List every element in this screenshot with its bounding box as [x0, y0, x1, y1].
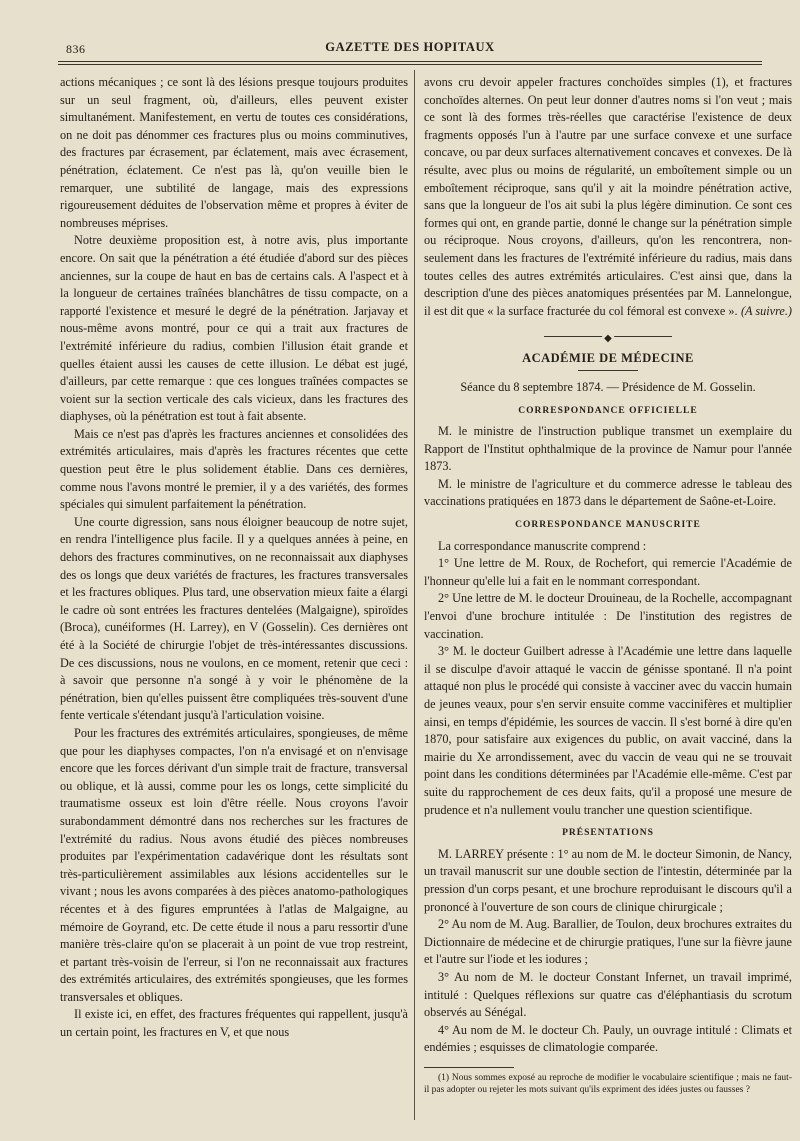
paragraph: M. le ministre de l'instruction publique transmet un exemplaire du Rapport de l'Institut ophthalmique de la province de Namur pour l'année 1873. [424, 424, 792, 474]
header-rule [58, 61, 762, 62]
footnote: (1) Nous sommes exposé au reproche de modifier le vocabulaire scientifique ; mais ne faut-il pas adopter ou rejeter les mots suivant qu'ils expriment des idées justes ou fausses ? [424, 1072, 792, 1095]
left-column [60, 74, 408, 1042]
list-item: 3° Au nom de M. le docteur Constant Infernet, un travail imprimé, intitulé : Quelques réflexions sur quatre cas d'éléphantiasis du scrotum observés au Sénégal. [424, 969, 792, 1020]
academie-title: ACADÉMIE DE MÉDECINE [522, 351, 694, 366]
list-item: 1° Une lettre de M. Roux, de Rochefort, qui remercie l'Académie de l'honneur qu'elle lui a fait en le nommant correspondant. [424, 556, 792, 588]
column-divider [414, 70, 415, 1120]
paragraph: M. le ministre de l'agriculture et du commerce adresse le tableau des vaccinations pratiquées en 1873 dans le département de Saône-et-Loire. [424, 476, 792, 509]
list-item: 2° Une lettre de M. le docteur Drouineau, de la Rochelle, accompagnant l'envoi d'une brochure intitulée : De l'institution des registres de vaccination. [424, 591, 792, 641]
paragraph: Une courte digression, sans nous éloigner beaucoup de notre sujet, en rendra l'intelligence plus facile. Il y a quelques années à peine, en dehors des fractures comminutives, on ne reconnaissait aux diaphyses des os longs que deux variétés de fractures, les fractures transversales et les fractures obliques. Plus tard, une observation mieux faite a élargi le cadre où sont entrées les fractures dentelées (Malgaigne), spiroïdes (Broca), cunéiformes (H. Larrey), en V (Gosselin). Ces dernières ont été à la Société de chirurgie l'objet de très-intéressantes discussions. De ces discussions, nous ne voulons, en ce moment, retenir que ceci : à savoir que personne n'a songé à y voir le phénomène de la pénétration, bien qu'elles puissent être compliquées très-souvent d'une fente verticale s'étendant jusqu'à l'articulation voisine. [60, 514, 408, 723]
corr-officielle-heading: CORRESPONDANCE OFFICIELLE [518, 405, 698, 416]
title-rule [578, 370, 638, 371]
header-rule-thin [58, 64, 762, 65]
paragraph: Il existe ici, en effet, des fractures fréquentes qui rappellent, jusqu'à un certain point, les fractures en V, et que nous [60, 1007, 408, 1040]
a-suivre: (A suivre.) [740, 303, 792, 318]
list-item: 4° Au nom de M. le docteur Ch. Pauly, un ouvrage intitulé : Climats et endémies ; esquisses de climatologie comparée. [424, 1022, 792, 1055]
paragraph: Mais ce n'est pas d'après les fractures anciennes et consolidées des extrémités articulaires, mais d'après les fractures récentes que cette question peut être le plus solidement établie. Dans ces dernières, comme nous l'avons montré le premier, il y a des variétés, des formes spéciales qui simulent parfaitement la pénétration. [60, 426, 408, 512]
diamond-icon: ◆ [602, 330, 614, 348]
running-title: GAZETTE DES HOPITAUX [325, 40, 495, 54]
list-item: 2° Au nom de M. Aug. Barallier, de Toulon, deux brochures extraites du Dictionnaire de médecine et de chirurgie pratiques, l'une sur la fièvre jaune et l'autre sur l'iode et les iodures ; [424, 917, 792, 967]
paragraph: actions mécaniques ; ce sont là des lésions presque toujours produites sur un seul fragment, où, d'ailleurs, elles peuvent exister simultanément. Manifestement, en vertu de toutes ces considérations, on ne doit pas dénommer ces fractures plus ou moins comminutives, des fractures par écrasement, par éclatement, mais avec écrasement, pénétration, éclatement. Ce n'est pas là, qu'on veuille bien le remarquer, une subtilité de langage, mais des expressions rigoureusement déduites de l'observation même et propres à éviter de nombreuses méprises. [60, 75, 408, 230]
continuation-text: avons cru devoir appeler fractures conchoïdes simples (1), et fractures conchoïdes alternes. On peut leur donner d'autres noms si l'on veut ; mais ce sont là des formes très-réelles que caractérise l'existence de deux fragments opposés l'un à l'autre par une surface convexe et une surface concave, ou par deux surfaces alternativement concaves et convexes. De là résulte, avec plus ou moins de régularité, un emboîtement simple ou un emboîtement réciproque, sans qu'il y ait la moindre pénétration active, sans que la longueur de l'os ait subi la plus légère diminution. Ce sont ces formes qui ont, en grande partie, donné le change sur la pénétration simple ou réciproque. Nous croyons, d'ailleurs, qu'on les rencontrera, non-seulement dans les fractures de l'extrémité inférieure du radius, mais dans toutes celles des autres extrémités articulaires. C'est ainsi que, dans la description d'une des pièces anatomiques présentées par M. Lannelongue, il est dit que « la surface fracturée du col fémoral est convexe ». [424, 75, 792, 318]
list-item: M. LARREY présente : 1° au nom de M. le docteur Simonin, de Nancy, un travail manuscrit sur une double section de l'intestin, déterminée par la pression d'un corps pesant, et une brochure reproduisant le discours qu'il a prononcé à l'ouverture de son cours de clinique chirurgicale ; [424, 846, 792, 914]
seance-line: Séance du 8 septembre 1874. — Présidence de M. Gosselin. [460, 379, 756, 394]
page-number: 836 [66, 42, 86, 56]
corr-manuscrite-heading: CORRESPONDANCE MANUSCRITE [515, 520, 701, 531]
paragraph [424, 74, 792, 320]
footnote-rule [424, 1067, 514, 1068]
right-column [424, 74, 792, 1096]
paragraph: La correspondance manuscrite comprend : [438, 538, 647, 553]
list-item: 3° M. le docteur Guilbert adresse à l'Académie une lettre dans laquelle il se disculpe d'avoir attaqué le vaccin de génisse spontané. Il n'a point attaqué non plus le procédé qui consiste à vacciner avec du vaccin humain de jeunes veaux, pour s'en servir ensuite comme vaccinifères et multiplier ainsi, en temps d'épidémie, les sources de vaccin. Il s'est borné à dire qu'en 1870, pour satisfaire aux exigences du public, on avait vacciné, dans la mairie du Xe arrondissement, avec du vaccin de veau qui ne se trouvait point dans les conditions déterminées par l'Académie elle-même. C'est par suite du rapprochement de ces deux faits, qu'il a proposé une mesure de prudence et n'a nullement voulu trancher une question scientifique. [424, 644, 792, 817]
paragraph: Notre deuxième proposition est, à notre avis, plus importante encore. On sait que la pénétration a été étudiée d'abord sur des pièces anciennes, sur la coupe de haut en bas de certains cals. A l'aspect et à la longueur de certaines traînées blanchâtres de tissu compacte, on a rapporté l'existence et mesuré le degré de la pénétration. Jarjavay et nous-même avons montré, pour ce qui a trait aux fractures de l'extrémité inférieure du radius, combien l'illusion était grande et quelles étaient aussi les causes de cette illusion. Le débat est jugé, d'ailleurs, par cette remarque : que ces longues traînées compactes se voient sur la section verticale des cals vicieux, dans les fractures des diaphyses, où la pénétration est tout à fait absente. [60, 233, 408, 424]
ornament-divider [424, 330, 792, 345]
page-header [58, 38, 762, 60]
presentations-heading: PRÉSENTATIONS [562, 828, 654, 839]
paragraph: Pour les fractures des extrémités articulaires, spongieuses, de même que pour les diaphyses compactes, l'on n'a envisagé et on n'envisage encore que les forces dérivant d'un simple trait de fracture, transversal ou oblique, et là aussi, comme pour les os longs, cette simplicité du traumatisme osseux est loin d'être réelle. Nous croyons l'avoir surabondamment démontré dans nos recherches sur les fractures de l'extrémité du radius. Nous avons étudié des pièces nombreuses produites par l'expérimentation cadavérique dont les résultats sont très-particulièrement assimilables aux lésions accidentelles sur le vivant ; nous les avons comparées à des pièces anatomo-pathologiques récentes et à des figures empruntées à l'atlas de Malgaigne, au mémoire de Goyrand, etc. De cette étude il nous a paru ressortir d'une manière très-claire qu'on se placerait à un point de vue trop restreint, et partant très-voisin de l'erreur, si l'on ne reconnaissait aux fractures des extrémités articulaires, des extrémités spongieuses, que les formes transversales et obliques. [60, 725, 408, 1004]
